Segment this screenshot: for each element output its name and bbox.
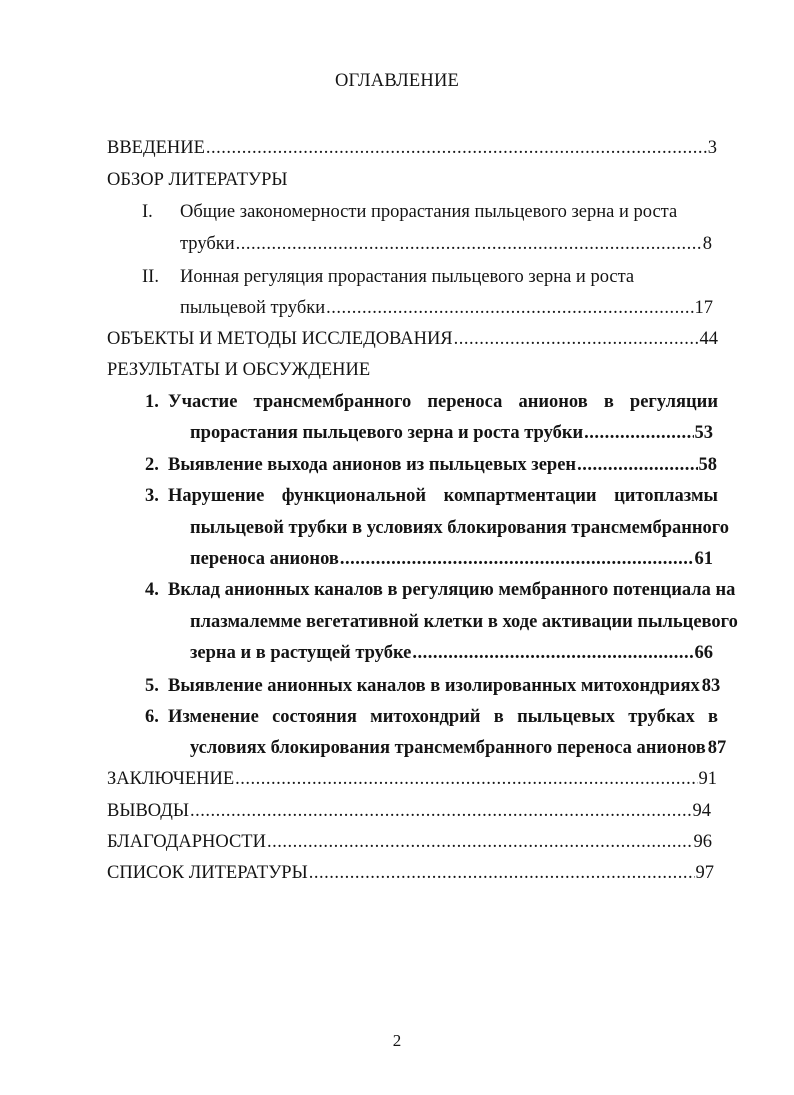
- toc-entry-references[interactable]: [107, 861, 714, 885]
- dot-leader: [584, 421, 693, 445]
- toc-entry-review-2[interactable]: [180, 296, 713, 320]
- toc-entry-results-4[interactable]: [190, 641, 713, 665]
- toc-entry-findings[interactable]: [107, 799, 711, 823]
- toc-item-text[interactable]: плазмалемме вегетативной клетки в ходе активации пыльцевого: [190, 612, 738, 632]
- toc-item-text[interactable]: пыльцевой трубки в условиях блокирования трансмембранного: [190, 518, 729, 538]
- toc-page: 61: [694, 549, 713, 569]
- toc-page: 3: [707, 138, 717, 158]
- toc-item-number: 5.: [145, 676, 159, 696]
- toc-item-text[interactable]: Ионная регуляция прорастания пыльцевого зерна и роста: [180, 267, 635, 287]
- toc-item-text[interactable]: Общие закономерности прорастания пыльцевого зерна и роста: [180, 202, 678, 222]
- toc-label: ВВЕДЕНИЕ: [107, 138, 205, 158]
- toc-item-text[interactable]: Вклад анионных каналов в регуляцию мембранного потенциала на: [168, 580, 736, 600]
- toc-entry-intro[interactable]: [107, 136, 717, 160]
- toc-label: РЕЗУЛЬТАТЫ И ОБСУЖДЕНИЕ: [107, 360, 371, 380]
- dot-leader: [577, 453, 697, 477]
- toc-page: 97: [695, 863, 714, 883]
- toc-item-number: 6.: [145, 707, 159, 727]
- toc-label: условиях блокирования трансмембранного переноса анионов: [190, 738, 706, 758]
- dot-leader: [190, 799, 691, 823]
- toc-entry-thanks[interactable]: [107, 830, 712, 854]
- toc-entry-conclusion[interactable]: [107, 767, 717, 791]
- toc-label: Выявление выхода анионов из пыльцевых зерен: [168, 455, 577, 475]
- toc-label: Выявление анионных каналов в изолированных митохондриях: [168, 676, 700, 696]
- toc-item-number: II.: [142, 267, 159, 287]
- toc-page: 44: [699, 329, 718, 349]
- dot-leader: [340, 547, 694, 571]
- toc-page: 58: [698, 455, 717, 475]
- toc-item-number: I.: [142, 202, 153, 222]
- toc-entry-results-2[interactable]: [168, 453, 717, 477]
- toc-label: переноса анионов: [190, 549, 339, 569]
- dot-leader: [235, 767, 697, 791]
- toc-item-number: 2.: [145, 455, 159, 475]
- toc-label: ОБЗОР ЛИТЕРАТУРЫ: [107, 170, 288, 190]
- toc-page: 83: [701, 676, 721, 696]
- dot-leader: [267, 830, 693, 854]
- toc-entry-methods[interactable]: [107, 327, 718, 351]
- dot-leader: [454, 327, 699, 351]
- page-number: 2: [392, 1031, 402, 1050]
- toc-page: 87: [707, 738, 727, 758]
- toc-entry-results-6[interactable]: [190, 736, 727, 760]
- toc-entry-review-1[interactable]: [180, 232, 712, 256]
- toc-item-text[interactable]: Участие трансмембранного переноса анионов в регуляции: [168, 392, 718, 412]
- toc-entry-results-3[interactable]: [190, 547, 713, 571]
- toc-label: СПИСОК ЛИТЕРАТУРЫ: [107, 863, 308, 883]
- toc-item-text[interactable]: Изменение состояния митохондрий в пыльцевых трубках в: [168, 707, 718, 727]
- dot-leader: [206, 136, 707, 160]
- toc-label: прорастания пыльцевого зерна и роста трубки: [190, 423, 584, 443]
- toc-label: ЗАКЛЮЧЕНИЕ: [107, 769, 235, 789]
- dot-leader: [236, 232, 702, 256]
- toc-item-number: 1.: [145, 392, 159, 412]
- page-title: ОГЛАВЛЕНИЕ: [334, 71, 460, 91]
- toc-page: 53: [694, 423, 713, 443]
- toc-page: 17: [694, 298, 713, 318]
- dot-leader: [309, 861, 695, 885]
- toc-label: трубки: [180, 234, 235, 254]
- toc-item-text[interactable]: Нарушение функциональной компартментации цитоплазмы: [168, 486, 718, 506]
- toc-entry-results-5[interactable]: [168, 674, 721, 698]
- toc-entry-results-1[interactable]: [190, 421, 713, 445]
- toc-label: пыльцевой трубки: [180, 298, 326, 318]
- toc-label: зерна и в растущей трубке: [190, 643, 412, 663]
- toc-page: 66: [694, 643, 713, 663]
- toc-page: 8: [702, 234, 712, 254]
- dot-leader: [412, 641, 693, 665]
- toc-item-number: 3.: [145, 486, 159, 506]
- toc-item-number: 4.: [145, 580, 159, 600]
- toc-section-results[interactable]: [107, 358, 370, 382]
- toc-page: 94: [692, 801, 711, 821]
- toc-section-review[interactable]: [107, 168, 288, 192]
- toc-label: ОБЪЕКТЫ И МЕТОДЫ ИССЛЕДОВАНИЯ: [107, 329, 453, 349]
- dot-leader: [326, 296, 693, 320]
- toc-page: 96: [693, 832, 712, 852]
- toc-page: 91: [698, 769, 717, 789]
- toc-label: ВЫВОДЫ: [107, 801, 190, 821]
- toc-label: БЛАГОДАРНОСТИ: [107, 832, 266, 852]
